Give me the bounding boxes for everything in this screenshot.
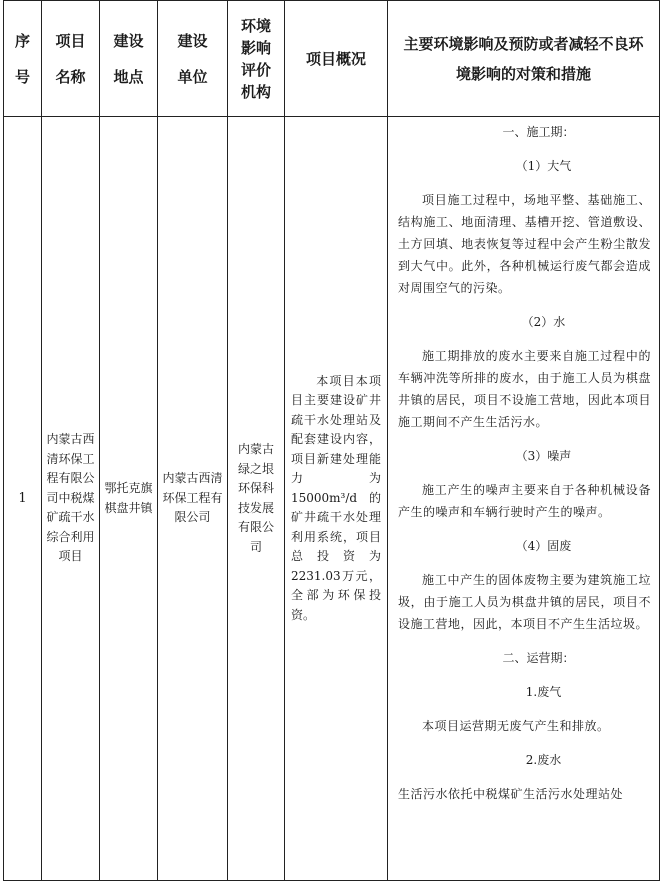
operation-phase-heading: 二、运营期： bbox=[502, 651, 575, 665]
cell-project-name: 内蒙古西清环保工程有限公司中税煤矿疏干水综合利用项目 bbox=[42, 117, 100, 881]
header-location: 建设地点 bbox=[100, 1, 158, 117]
noise-subheading: （3）噪声 bbox=[515, 449, 572, 463]
noise-paragraph: 施工产生的噪声主要来自于各种机械设备产生的噪声和车辆行驶时产生的噪声。 bbox=[398, 483, 651, 519]
header-row bbox=[4, 1, 660, 117]
header-eia-agency: 环境影响评价机构 bbox=[228, 1, 285, 117]
header-project-name: 项目名称 bbox=[42, 1, 100, 117]
water-subheading: （2）水 bbox=[521, 315, 566, 329]
exhaust-subheading: 1.废气 bbox=[525, 685, 562, 699]
cell-location: 鄂托克旗棋盘井镇 bbox=[100, 117, 158, 881]
eia-project-table bbox=[3, 0, 660, 881]
cell-eia-agency: 内蒙古绿之垠环保科技发展有限公司 bbox=[228, 117, 285, 881]
cell-measures bbox=[388, 117, 660, 881]
wastewater-subheading: 2.废水 bbox=[525, 753, 562, 767]
cell-seq: 1 bbox=[4, 117, 42, 881]
air-subheading: （1）大气 bbox=[515, 159, 572, 173]
solid-waste-subheading: （4）固废 bbox=[515, 539, 572, 553]
overview-text: 本项目本项目主要建设矿井疏干水处理站及配套建设内容，项目新建处理能力为15000m³/d的矿井疏干水处理利用系统，项目总投资为2231.03万元，全部为环保投资。 bbox=[291, 373, 381, 622]
solid-waste-paragraph: 施工中产生的固体废物主要为建筑施工垃圾，由于施工人员为棋盘井镇的居民，项目不设施工营地，因此，本项目不产生生活垃圾。 bbox=[398, 573, 651, 631]
construction-phase-heading: 一、施工期： bbox=[502, 125, 575, 139]
header-overview: 项目概况 bbox=[285, 1, 388, 117]
cell-unit: 内蒙古西清环保工程有限公司 bbox=[158, 117, 228, 881]
air-paragraph: 项目施工过程中，场地平整、基础施工、结构施工、地面清理、基槽开挖、管道敷设、土方回填、地表恢复等过程中会产生粉尘散发到大气中。此外，各种机械运行废气都会造成对周围空气的污染。 bbox=[398, 193, 651, 295]
table-row bbox=[4, 117, 660, 881]
exhaust-paragraph: 本项目运营期无废气产生和排放。 bbox=[422, 719, 610, 733]
header-unit: 建设单位 bbox=[158, 1, 228, 117]
header-seq: 序号 bbox=[4, 1, 42, 117]
water-paragraph: 施工期排放的废水主要来自施工过程中的车辆冲洗等所排的废水，由于施工人员为棋盘井镇的居民，项目不设施工营地，因此本项目施工期间不产生生活污水。 bbox=[398, 349, 651, 429]
wastewater-paragraph: 生活污水依托中税煤矿生活污水处理站处 bbox=[398, 787, 624, 801]
header-measures: 主要环境影响及预防或者减轻不良环境影响的对策和措施 bbox=[388, 1, 660, 117]
cell-overview bbox=[285, 117, 388, 881]
